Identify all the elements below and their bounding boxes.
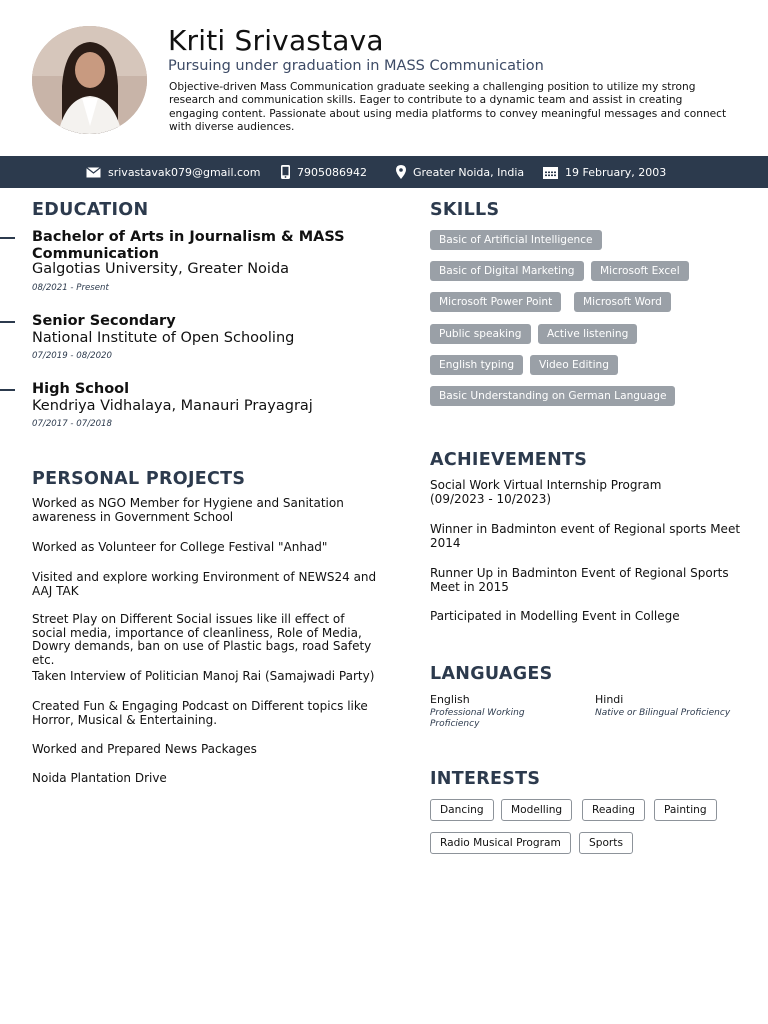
email-text: srivastavak079@gmail.com [108,165,261,179]
interest-tag: Painting [654,799,717,821]
language-proficiency: Native or Bilingual Proficiency [595,708,731,718]
interest-tag: Radio Musical Program [430,832,571,854]
projects-heading: PERSONAL PROJECTS [32,469,246,489]
education-marker [0,237,15,239]
education-heading: EDUCATION [32,200,149,220]
project-item: Worked and Prepared News Packages [32,742,257,756]
project-item: Created Fun & Engaging Podcast on Different topics like Horror, Musical & Entertaining. [32,699,368,727]
achievement-item: Winner in Badminton event of Regional sports Meet 2014 [430,522,741,550]
interest-tag: Dancing [430,799,494,821]
languages-heading: LANGUAGES [430,664,553,684]
candidate-name: Kriti Srivastava [168,24,384,57]
language-name: English [430,693,470,706]
interest-tag: Modelling [501,799,572,821]
calendar-icon [543,166,558,179]
education-date: 07/2017 - 07/2018 [32,419,112,429]
interest-tag: Reading [582,799,645,821]
skill-tag: Microsoft Excel [591,261,689,281]
contact-dob [543,156,666,188]
skill-tag: Basic of Artificial Intelligence [430,230,602,250]
location-text: Greater Noida, India [413,165,525,179]
skill-tag: Basic of Digital Marketing [430,261,584,281]
achievements-heading: ACHIEVEMENTS [430,450,588,470]
skill-tag: Public speaking [430,324,531,344]
education-school: National Institute of Open Schooling [32,330,295,346]
project-item: Taken Interview of Politician Manoj Rai (Samajwadi Party) [32,669,375,683]
project-item: Worked as NGO Member for Hygiene and Sanitation awareness in Government School [32,496,344,524]
education-school: Galgotias University, Greater Noida [32,261,290,277]
skill-tag: Microsoft Word [574,292,671,312]
profile-photo-image [32,26,147,134]
education-marker [0,389,15,391]
project-item: Street Play on Different Social issues like ill effect of social media, importance of cleanliness, Role of Media, Dowry demands, ban on use of Plastic bags, road Safety etc. [32,612,372,667]
education-date: 08/2021 - Present [32,283,109,293]
candidate-headline: Pursuing under graduation in MASS Communication [168,58,544,74]
profile-summary: Objective-driven Mass Communication graduate seeking a challenging position to utilize my strong research and communication skills. Eager to contribute to a dynamic team and assist in creating engaging content. Passionate about using media platforms to convey meaningful messages and connect with diverse audiences. [169,81,727,134]
education-degree: High School [32,381,130,397]
contact-bar [0,156,768,188]
profile-photo [32,26,147,134]
skill-tag: English typing [430,355,523,375]
education-degree: Bachelor of Arts in Journalism & MASS Communication [32,229,345,262]
dob-text: 19 February, 2003 [565,165,667,179]
achievement-item: Runner Up in Badminton Event of Regional Sports Meet in 2015 [430,566,729,594]
language-proficiency: Professional Working Proficiency [430,708,525,729]
project-item: Worked as Volunteer for College Festival "Anhad" [32,540,328,554]
education-marker [0,321,15,323]
project-item: Noida Plantation Drive [32,771,167,785]
interest-tag: Sports [579,832,633,854]
phone-icon [281,165,290,179]
education-date: 07/2019 - 08/2020 [32,351,112,361]
achievement-item: Social Work Virtual Internship Program (09/2023 - 10/2023) [430,478,662,506]
phone-text: 7905086942 [297,165,367,179]
skill-tag: Microsoft Power Point [430,292,561,312]
contact-phone[interactable] [281,156,367,188]
education-degree: Senior Secondary [32,313,176,329]
contact-location [396,156,524,188]
contact-email[interactable] [86,156,261,188]
project-item: Visited and explore working Environment of NEWS24 and AAJ TAK [32,570,377,598]
skill-tag: Active listening [538,324,637,344]
location-pin-icon [396,165,406,179]
skill-tag: Basic Understanding on German Language [430,386,675,406]
language-name: Hindi [595,693,624,706]
education-school: Kendriya Vidhalaya, Manauri Prayagraj [32,398,313,414]
skills-heading: SKILLS [430,200,500,220]
skill-tag: Video Editing [530,355,618,375]
envelope-icon [86,167,101,178]
interests-heading: INTERESTS [430,769,541,789]
achievement-item: Participated in Modelling Event in College [430,609,680,623]
